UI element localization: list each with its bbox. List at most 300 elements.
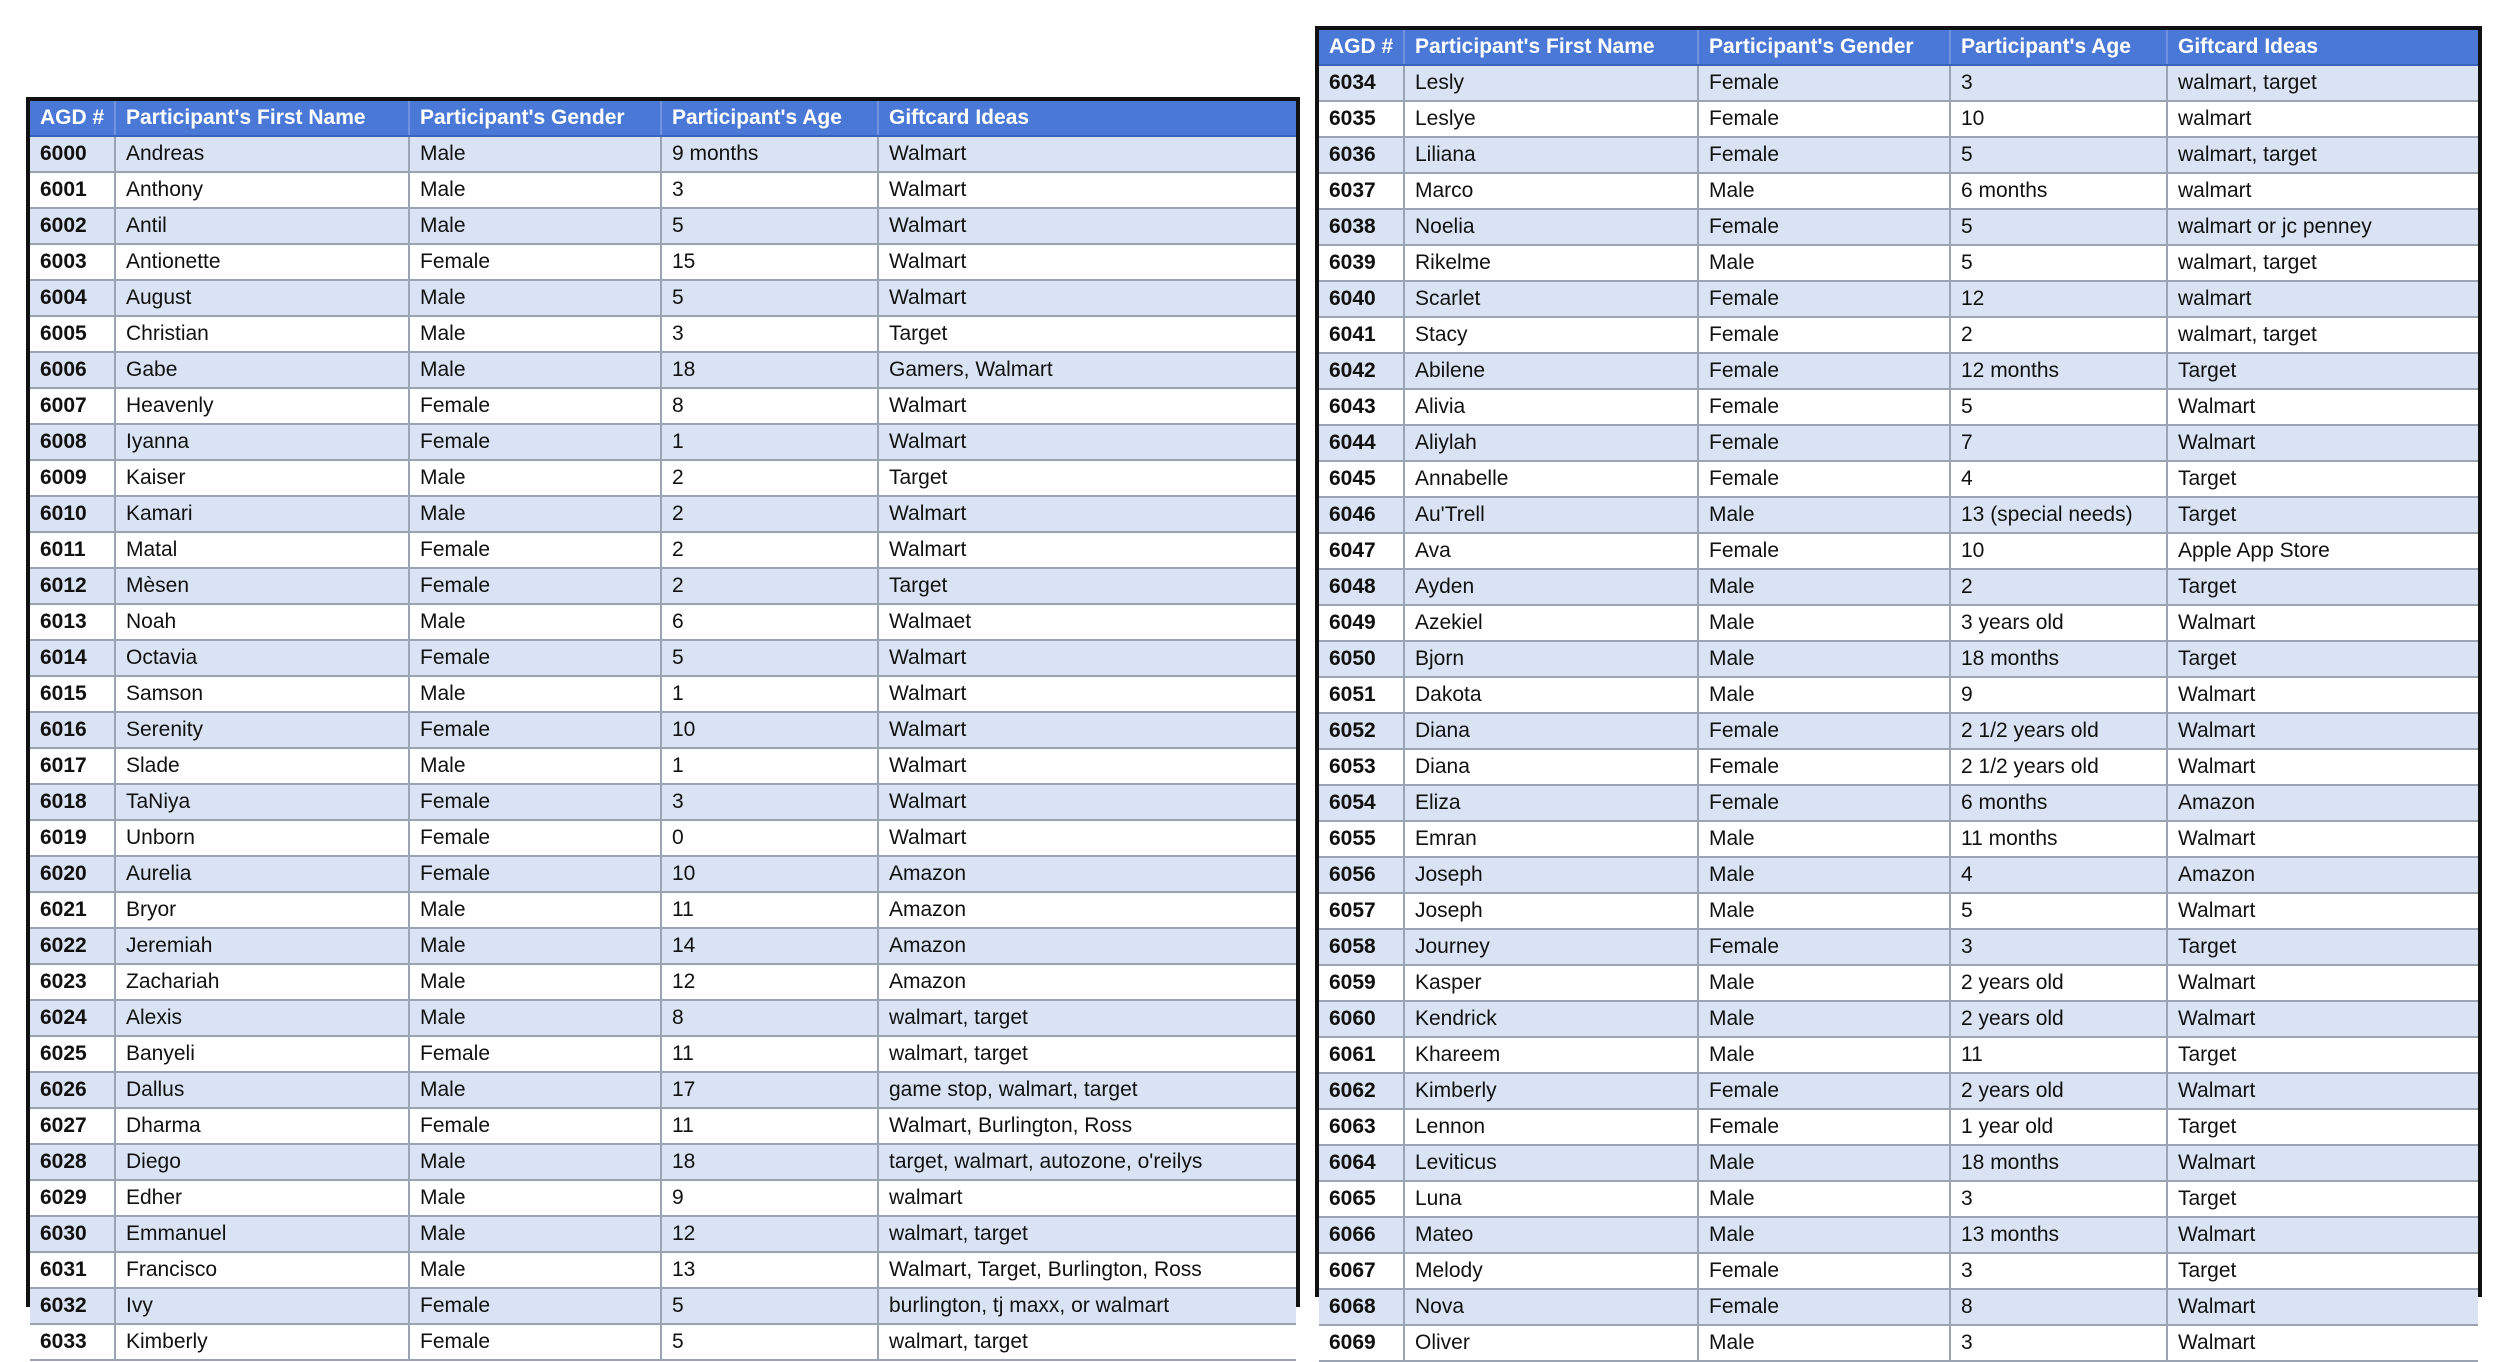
first-name-cell: Khareem xyxy=(1404,1037,1698,1073)
gender-cell: Female xyxy=(1698,1109,1950,1145)
agd-number-cell: 6051 xyxy=(1319,677,1404,713)
giftcard-cell: Target xyxy=(2167,1109,2478,1145)
giftcard-cell: Amazon xyxy=(2167,785,2478,821)
gender-cell: Male xyxy=(1698,857,1950,893)
first-name-cell: Kasper xyxy=(1404,965,1698,1001)
agd-number-cell: 6011 xyxy=(30,532,115,568)
table-row xyxy=(30,856,1296,892)
age-cell: 11 xyxy=(661,892,878,928)
first-name-cell: Mateo xyxy=(1404,1217,1698,1253)
agd-number-cell: 6065 xyxy=(1319,1181,1404,1217)
table-row xyxy=(1319,173,2478,209)
giftcard-cell: Walmart xyxy=(2167,1325,2478,1361)
table-row xyxy=(1319,569,2478,605)
giftcard-cell: Target xyxy=(2167,929,2478,965)
agd-number-cell: 6015 xyxy=(30,676,115,712)
table-row xyxy=(1319,1145,2478,1181)
agd-number-cell: 6013 xyxy=(30,604,115,640)
gender-cell: Male xyxy=(409,1180,661,1216)
giftcard-cell: Target xyxy=(2167,641,2478,677)
agd-number-cell: 6027 xyxy=(30,1108,115,1144)
first-name-cell: Noelia xyxy=(1404,209,1698,245)
giftcard-cell: game stop, walmart, target xyxy=(878,1072,1296,1108)
giftcard-cell: Target xyxy=(2167,1253,2478,1289)
agd-number-cell: 6048 xyxy=(1319,569,1404,605)
first-name-cell: Unborn xyxy=(115,820,409,856)
table-row xyxy=(1319,1037,2478,1073)
table-row xyxy=(1319,893,2478,929)
first-name-cell: Antil xyxy=(115,208,409,244)
table-row xyxy=(1319,641,2478,677)
gender-cell: Female xyxy=(1698,1289,1950,1325)
table-row xyxy=(30,820,1296,856)
age-cell: 13 (special needs) xyxy=(1950,497,2167,533)
giftcard-cell: Target xyxy=(2167,461,2478,497)
spreadsheet-panel-right xyxy=(1315,26,2482,1354)
giftcard-cell: Walmart xyxy=(878,712,1296,748)
agd-number-cell: 6012 xyxy=(30,568,115,604)
agd-number-cell: 6025 xyxy=(30,1036,115,1072)
first-name-cell: Emran xyxy=(1404,821,1698,857)
table-row xyxy=(30,1216,1296,1252)
gender-cell: Female xyxy=(1698,1253,1950,1289)
age-cell: 3 xyxy=(661,316,878,352)
giftcard-cell: walmart, target xyxy=(878,1000,1296,1036)
gender-cell: Male xyxy=(1698,965,1950,1001)
gender-cell: Male xyxy=(1698,1001,1950,1037)
age-cell: 2 1/2 years old xyxy=(1950,713,2167,749)
giftcard-cell: Walmart xyxy=(2167,965,2478,1001)
gender-cell: Female xyxy=(1698,929,1950,965)
first-name-cell: Edher xyxy=(115,1180,409,1216)
first-name-cell: Melody xyxy=(1404,1253,1698,1289)
table-row xyxy=(30,388,1296,424)
age-cell: 2 xyxy=(1950,317,2167,353)
giftcard-cell: Amazon xyxy=(878,892,1296,928)
first-name-cell: Alivia xyxy=(1404,389,1698,425)
agd-number-cell: 6019 xyxy=(30,820,115,856)
giftcard-cell: Walmart xyxy=(2167,1145,2478,1181)
table-row xyxy=(30,1252,1296,1288)
gender-cell: Female xyxy=(1698,749,1950,785)
agd-number-cell: 6018 xyxy=(30,784,115,820)
table-row xyxy=(1319,1109,2478,1145)
age-cell: 2 years old xyxy=(1950,1001,2167,1037)
age-cell: 11 xyxy=(661,1108,878,1144)
gender-cell: Male xyxy=(1698,1037,1950,1073)
gender-cell: Female xyxy=(409,1288,661,1324)
age-cell: 5 xyxy=(1950,389,2167,425)
giftcard-cell: Walmart xyxy=(2167,1217,2478,1253)
table-row xyxy=(1319,785,2478,821)
table-row xyxy=(30,244,1296,280)
agd-number-cell: 6068 xyxy=(1319,1289,1404,1325)
col-header-gender: Participant's Gender xyxy=(1698,30,1950,65)
gender-cell: Female xyxy=(1698,461,1950,497)
gender-cell: Male xyxy=(409,208,661,244)
agd-number-cell: 6056 xyxy=(1319,857,1404,893)
giftcard-cell: Walmart xyxy=(2167,821,2478,857)
agd-number-cell: 6032 xyxy=(30,1288,115,1324)
first-name-cell: Marco xyxy=(1404,173,1698,209)
agd-number-cell: 6042 xyxy=(1319,353,1404,389)
table-row xyxy=(1319,281,2478,317)
age-cell: 9 months xyxy=(661,136,878,172)
agd-number-cell: 6040 xyxy=(1319,281,1404,317)
first-name-cell: Aliylah xyxy=(1404,425,1698,461)
table-row xyxy=(1319,137,2478,173)
agd-number-cell: 6043 xyxy=(1319,389,1404,425)
giftcard-cell: Walmart, Burlington, Ross xyxy=(878,1108,1296,1144)
age-cell: 5 xyxy=(661,280,878,316)
gender-cell: Male xyxy=(409,136,661,172)
table-row xyxy=(30,172,1296,208)
first-name-cell: Oliver xyxy=(1404,1325,1698,1361)
agd-number-cell: 6038 xyxy=(1319,209,1404,245)
table-row xyxy=(1319,965,2478,1001)
table-row xyxy=(1319,1181,2478,1217)
gender-cell: Male xyxy=(409,496,661,532)
age-cell: 2 xyxy=(1950,569,2167,605)
giftcard-cell: Walmart xyxy=(878,820,1296,856)
gender-cell: Female xyxy=(1698,785,1950,821)
table-row xyxy=(1319,1289,2478,1325)
agd-number-cell: 6014 xyxy=(30,640,115,676)
giftcard-cell: walmart, target xyxy=(2167,317,2478,353)
gender-cell: Male xyxy=(409,1252,661,1288)
first-name-cell: Emmanuel xyxy=(115,1216,409,1252)
first-name-cell: Dakota xyxy=(1404,677,1698,713)
gender-cell: Female xyxy=(1698,353,1950,389)
table-row xyxy=(30,784,1296,820)
age-cell: 2 xyxy=(661,532,878,568)
agd-number-cell: 6008 xyxy=(30,424,115,460)
giftcard-cell: Walmart xyxy=(878,136,1296,172)
agd-number-cell: 6045 xyxy=(1319,461,1404,497)
first-name-cell: Samson xyxy=(115,676,409,712)
first-name-cell: Iyanna xyxy=(115,424,409,460)
age-cell: 2 xyxy=(661,568,878,604)
agd-number-cell: 6055 xyxy=(1319,821,1404,857)
first-name-cell: Lesly xyxy=(1404,65,1698,101)
table-row xyxy=(1319,857,2478,893)
first-name-cell: Azekiel xyxy=(1404,605,1698,641)
table-row xyxy=(30,964,1296,1000)
gender-cell: Male xyxy=(1698,1325,1950,1361)
agd-number-cell: 6053 xyxy=(1319,749,1404,785)
agd-number-cell: 6069 xyxy=(1319,1325,1404,1361)
first-name-cell: Francisco xyxy=(115,1252,409,1288)
agd-number-cell: 6035 xyxy=(1319,101,1404,137)
agd-number-cell: 6001 xyxy=(30,172,115,208)
gender-cell: Male xyxy=(409,676,661,712)
age-cell: 12 xyxy=(1950,281,2167,317)
gender-cell: Male xyxy=(409,928,661,964)
table-row xyxy=(1319,821,2478,857)
age-cell: 1 xyxy=(661,748,878,784)
gender-cell: Male xyxy=(1698,569,1950,605)
first-name-cell: Annabelle xyxy=(1404,461,1698,497)
col-header-giftcard: Giftcard Ideas xyxy=(878,101,1296,136)
first-name-cell: TaNiya xyxy=(115,784,409,820)
table-row xyxy=(1319,749,2478,785)
agd-number-cell: 6029 xyxy=(30,1180,115,1216)
age-cell: 2 years old xyxy=(1950,965,2167,1001)
table-row xyxy=(30,1144,1296,1180)
first-name-cell: Nova xyxy=(1404,1289,1698,1325)
first-name-cell: Stacy xyxy=(1404,317,1698,353)
age-cell: 5 xyxy=(1950,245,2167,281)
giftcard-cell: Walmart xyxy=(2167,713,2478,749)
agd-number-cell: 6066 xyxy=(1319,1217,1404,1253)
first-name-cell: Luna xyxy=(1404,1181,1698,1217)
gender-cell: Male xyxy=(409,604,661,640)
gender-cell: Male xyxy=(1698,605,1950,641)
agd-number-cell: 6028 xyxy=(30,1144,115,1180)
table-row xyxy=(1319,461,2478,497)
gender-cell: Male xyxy=(409,748,661,784)
first-name-cell: Leviticus xyxy=(1404,1145,1698,1181)
giftcard-cell: Amazon xyxy=(878,856,1296,892)
gender-cell: Female xyxy=(409,532,661,568)
gender-cell: Male xyxy=(1698,1217,1950,1253)
first-name-cell: Dallus xyxy=(115,1072,409,1108)
age-cell: 17 xyxy=(661,1072,878,1108)
table-row xyxy=(1319,65,2478,101)
giftcard-cell: Target xyxy=(2167,1037,2478,1073)
table-row xyxy=(1319,425,2478,461)
age-cell: 5 xyxy=(661,208,878,244)
giftcard-cell: Walmart xyxy=(878,640,1296,676)
table-row xyxy=(1319,245,2478,281)
agd-number-cell: 6017 xyxy=(30,748,115,784)
age-cell: 8 xyxy=(1950,1289,2167,1325)
agd-number-cell: 6031 xyxy=(30,1252,115,1288)
giftcard-cell: walmart, target xyxy=(2167,245,2478,281)
table-row xyxy=(30,1036,1296,1072)
first-name-cell: Ivy xyxy=(115,1288,409,1324)
table-row xyxy=(30,316,1296,352)
agd-number-cell: 6062 xyxy=(1319,1073,1404,1109)
table-row xyxy=(1319,1325,2478,1361)
table-row xyxy=(30,676,1296,712)
age-cell: 14 xyxy=(661,928,878,964)
agd-number-cell: 6021 xyxy=(30,892,115,928)
gender-cell: Female xyxy=(409,856,661,892)
gender-cell: Male xyxy=(409,1144,661,1180)
table-row xyxy=(30,1324,1296,1360)
first-name-cell: Diana xyxy=(1404,713,1698,749)
first-name-cell: Zachariah xyxy=(115,964,409,1000)
age-cell: 3 xyxy=(661,172,878,208)
giftcard-cell: Walmart, Target, Burlington, Ross xyxy=(878,1252,1296,1288)
table-row xyxy=(30,208,1296,244)
gender-cell: Female xyxy=(409,568,661,604)
first-name-cell: Octavia xyxy=(115,640,409,676)
age-cell: 3 xyxy=(1950,65,2167,101)
table-row xyxy=(30,1000,1296,1036)
agd-number-cell: 6033 xyxy=(30,1324,115,1360)
agd-number-cell: 6016 xyxy=(30,712,115,748)
gender-cell: Female xyxy=(409,640,661,676)
age-cell: 12 months xyxy=(1950,353,2167,389)
first-name-cell: Kimberly xyxy=(1404,1073,1698,1109)
col-header-age: Participant's Age xyxy=(661,101,878,136)
agd-number-cell: 6050 xyxy=(1319,641,1404,677)
age-cell: 5 xyxy=(661,1324,878,1360)
first-name-cell: Diana xyxy=(1404,749,1698,785)
gender-cell: Female xyxy=(409,244,661,280)
first-name-cell: Slade xyxy=(115,748,409,784)
age-cell: 9 xyxy=(1950,677,2167,713)
table-row xyxy=(30,568,1296,604)
agd-number-cell: 6003 xyxy=(30,244,115,280)
giftcard-cell: Walmart xyxy=(878,244,1296,280)
gender-cell: Female xyxy=(409,820,661,856)
gender-cell: Female xyxy=(1698,713,1950,749)
first-name-cell: Abilene xyxy=(1404,353,1698,389)
first-name-cell: Kaiser xyxy=(115,460,409,496)
first-name-cell: Anthony xyxy=(115,172,409,208)
first-name-cell: Rikelme xyxy=(1404,245,1698,281)
table-row xyxy=(30,712,1296,748)
agd-number-cell: 6007 xyxy=(30,388,115,424)
first-name-cell: Alexis xyxy=(115,1000,409,1036)
age-cell: 5 xyxy=(1950,209,2167,245)
giftcard-cell: Walmart xyxy=(2167,605,2478,641)
age-cell: 5 xyxy=(1950,893,2167,929)
giftcard-cell: burlington, tj maxx, or walmart xyxy=(878,1288,1296,1324)
table-row xyxy=(30,640,1296,676)
first-name-cell: Kimberly xyxy=(115,1324,409,1360)
first-name-cell: Heavenly xyxy=(115,388,409,424)
giftcard-cell: Walmart xyxy=(878,676,1296,712)
giftcard-table-right xyxy=(1319,30,2478,1362)
first-name-cell: Dharma xyxy=(115,1108,409,1144)
age-cell: 12 xyxy=(661,1216,878,1252)
table-row xyxy=(30,532,1296,568)
table-row xyxy=(1319,1217,2478,1253)
first-name-cell: Diego xyxy=(115,1144,409,1180)
age-cell: 2 xyxy=(661,496,878,532)
giftcard-cell: Walmart xyxy=(878,532,1296,568)
table-row xyxy=(1319,605,2478,641)
age-cell: 1 xyxy=(661,424,878,460)
agd-number-cell: 6004 xyxy=(30,280,115,316)
col-header-agd: AGD # xyxy=(1319,30,1404,65)
age-cell: 1 xyxy=(661,676,878,712)
first-name-cell: Andreas xyxy=(115,136,409,172)
giftcard-cell: walmart or jc penney xyxy=(2167,209,2478,245)
giftcard-cell: Walmart xyxy=(2167,893,2478,929)
agd-number-cell: 6036 xyxy=(1319,137,1404,173)
age-cell: 10 xyxy=(1950,101,2167,137)
gender-cell: Female xyxy=(409,712,661,748)
table-row xyxy=(30,280,1296,316)
first-name-cell: Antionette xyxy=(115,244,409,280)
first-name-cell: Kamari xyxy=(115,496,409,532)
agd-number-cell: 6026 xyxy=(30,1072,115,1108)
first-name-cell: Ayden xyxy=(1404,569,1698,605)
first-name-cell: Aurelia xyxy=(115,856,409,892)
age-cell: 10 xyxy=(661,856,878,892)
age-cell: 18 months xyxy=(1950,641,2167,677)
agd-number-cell: 6046 xyxy=(1319,497,1404,533)
age-cell: 11 xyxy=(1950,1037,2167,1073)
giftcard-cell: Walmart xyxy=(2167,1001,2478,1037)
gender-cell: Male xyxy=(409,352,661,388)
first-name-cell: Journey xyxy=(1404,929,1698,965)
gender-cell: Female xyxy=(1698,533,1950,569)
first-name-cell: Kendrick xyxy=(1404,1001,1698,1037)
first-name-cell: Ava xyxy=(1404,533,1698,569)
age-cell: 3 xyxy=(1950,1181,2167,1217)
agd-number-cell: 6049 xyxy=(1319,605,1404,641)
table-row xyxy=(1319,533,2478,569)
age-cell: 5 xyxy=(661,640,878,676)
table-row xyxy=(1319,1073,2478,1109)
agd-number-cell: 6044 xyxy=(1319,425,1404,461)
table-row xyxy=(1319,713,2478,749)
gender-cell: Male xyxy=(1698,893,1950,929)
giftcard-cell: Walmart xyxy=(878,748,1296,784)
table-row xyxy=(1319,317,2478,353)
age-cell: 6 months xyxy=(1950,173,2167,209)
age-cell: 2 years old xyxy=(1950,1073,2167,1109)
giftcard-cell: Walmart xyxy=(2167,425,2478,461)
gender-cell: Male xyxy=(409,1000,661,1036)
first-name-cell: Lennon xyxy=(1404,1109,1698,1145)
first-name-cell: Joseph xyxy=(1404,893,1698,929)
giftcard-cell: Walmart xyxy=(2167,749,2478,785)
gender-cell: Male xyxy=(1698,677,1950,713)
gender-cell: Male xyxy=(409,280,661,316)
giftcard-cell: walmart, target xyxy=(2167,137,2478,173)
gender-cell: Male xyxy=(409,1072,661,1108)
agd-number-cell: 6063 xyxy=(1319,1109,1404,1145)
col-header-first-name: Participant's First Name xyxy=(115,101,409,136)
gender-cell: Female xyxy=(1698,317,1950,353)
table-row xyxy=(1319,1253,2478,1289)
agd-number-cell: 6060 xyxy=(1319,1001,1404,1037)
giftcard-cell: Apple App Store xyxy=(2167,533,2478,569)
first-name-cell: Mèsen xyxy=(115,568,409,604)
age-cell: 12 xyxy=(661,964,878,1000)
table-row xyxy=(30,1288,1296,1324)
gender-cell: Male xyxy=(409,1216,661,1252)
gender-cell: Male xyxy=(1698,1181,1950,1217)
age-cell: 15 xyxy=(661,244,878,280)
first-name-cell: Banyeli xyxy=(115,1036,409,1072)
gender-cell: Male xyxy=(409,172,661,208)
gender-cell: Female xyxy=(1698,281,1950,317)
gender-cell: Male xyxy=(1698,821,1950,857)
giftcard-table-left xyxy=(30,101,1296,1361)
gender-cell: Female xyxy=(409,1324,661,1360)
table-row xyxy=(30,352,1296,388)
age-cell: 11 months xyxy=(1950,821,2167,857)
age-cell: 10 xyxy=(1950,533,2167,569)
table-row xyxy=(30,460,1296,496)
spreadsheet-panel-left xyxy=(26,97,1300,1353)
gender-cell: Female xyxy=(1698,65,1950,101)
giftcard-cell: walmart xyxy=(878,1180,1296,1216)
first-name-cell: Serenity xyxy=(115,712,409,748)
gender-cell: Female xyxy=(1698,137,1950,173)
agd-number-cell: 6061 xyxy=(1319,1037,1404,1073)
gender-cell: Male xyxy=(1698,173,1950,209)
agd-number-cell: 6010 xyxy=(30,496,115,532)
